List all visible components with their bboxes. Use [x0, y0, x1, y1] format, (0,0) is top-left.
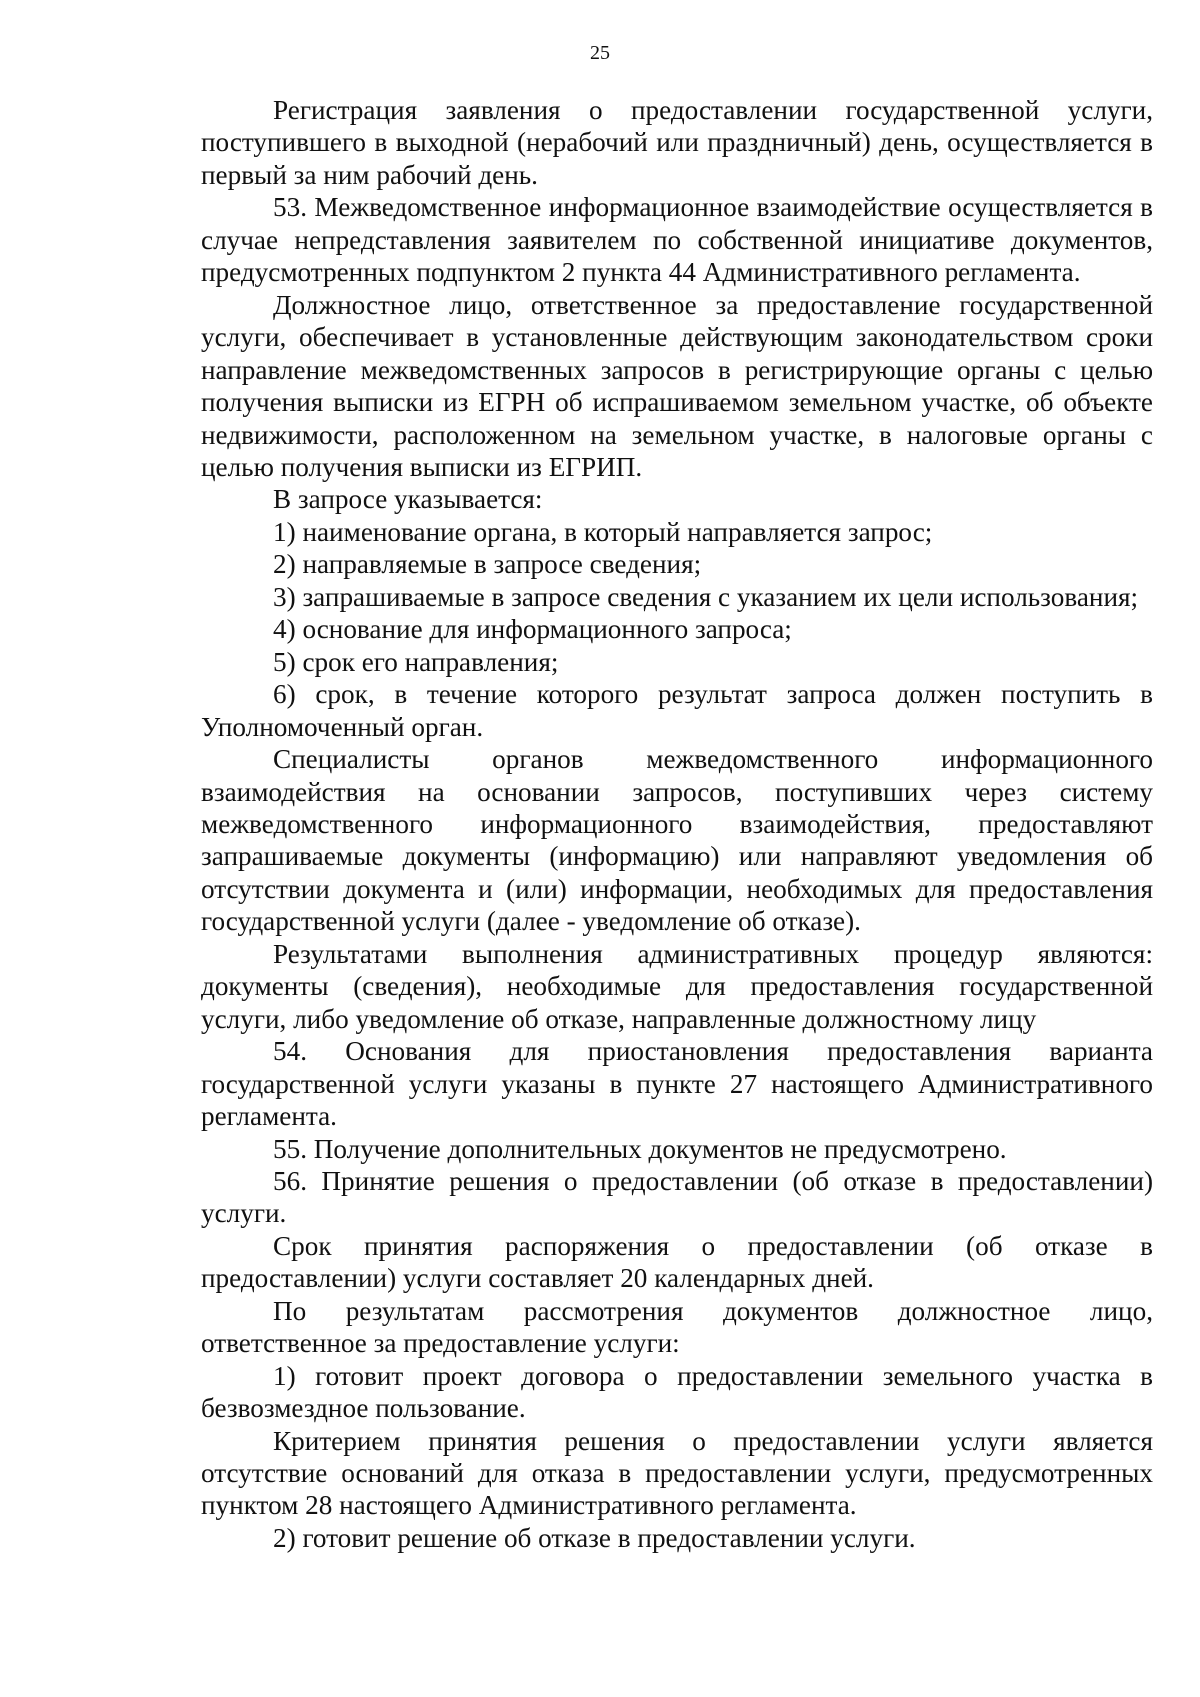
list-item: 4) основание для информационного запроса;	[273, 614, 792, 645]
paragraph: Критерием принятия решения о предоставлении услуги является отсутствие оснований для отказа в предоставлении услуги, предусмотренных пунктом 28 настоящего Административного регламента.	[201, 1425, 1153, 1521]
list-item: 2) готовит решение об отказе в предоставлении услуги.	[273, 1522, 916, 1553]
paragraph: 53. Межведомственное информационное взаимодействие осуществляется в случае непредставления заявителем по собственной инициативе документов, предусмотренных подпунктом 2 пункта 44 Административного регламента.	[201, 192, 1153, 288]
list-item: 2) направляемые в запросе сведения;	[273, 549, 702, 580]
paragraph: Срок принятия распоряжения о предоставлении (об отказе в предоставлении) услуги составляет 20 календарных дней.	[201, 1230, 1153, 1294]
paragraph: Специалисты органов межведомственного информационного взаимодействия на основании запросов, поступивших через систему межведомственного информационного взаимодействия, предоставляют запрашиваемые документы (информацию) или направляют уведомления об отсутствии документа и (или) информации, необходимых для предоставления государственной услуги (далее - уведомление об отказе).	[201, 744, 1153, 937]
page-number: 25	[590, 42, 610, 64]
paragraph: Результатами выполнения административных процедур являются: документы (сведения), необходимые для предоставления государственной услуги, либо уведомление об отказе, направленные должностному лицу	[201, 938, 1153, 1034]
list-item: 3) запрашиваемые в запросе сведения с указанием их цели использования;	[273, 581, 1139, 612]
paragraph: В запросе указывается:	[273, 484, 543, 515]
paragraph: 55. Получение дополнительных документов не предусмотрено.	[273, 1133, 1007, 1164]
list-item: 1) наименование органа, в который направляется запрос;	[273, 516, 933, 547]
paragraph: 56. Принятие решения о предоставлении (об отказе в предоставлении) услуги.	[201, 1165, 1153, 1229]
paragraph: По результатам рассмотрения документов должностное лицо, ответственное за предоставление услуги:	[201, 1295, 1153, 1359]
list-item: 6) срок, в течение которого результат запроса должен поступить в Уполномоченный орган.	[201, 679, 1153, 742]
document-body	[201, 94, 1153, 1554]
paragraph: Регистрация заявления о предоставлении государственной услуги, поступившего в выходной (нерабочий или праздничный) день, осуществляется в первый за ним рабочий день.	[201, 95, 1153, 190]
list-item: 1) готовит проект договора о предоставлении земельного участка в безвозмездное пользование.	[201, 1360, 1153, 1424]
paragraph: 54. Основания для приостановления предоставления варианта государственной услуги указаны в пункте 27 настоящего Административного регламента.	[201, 1036, 1153, 1132]
list-item: 5) срок его направления;	[273, 646, 559, 677]
paragraph: Должностное лицо, ответственное за предоставление государственной услуги, обеспечивает в установленные действующим законодательством сроки направление межведомственных запросов в регистрирующие органы с целью получения выписки из ЕГРН об испрашиваемом земельном участке, об объекте недвижимости, расположенном на земельном участке, в налоговые органы с целью получения выписки из ЕГРИП.	[201, 289, 1153, 482]
